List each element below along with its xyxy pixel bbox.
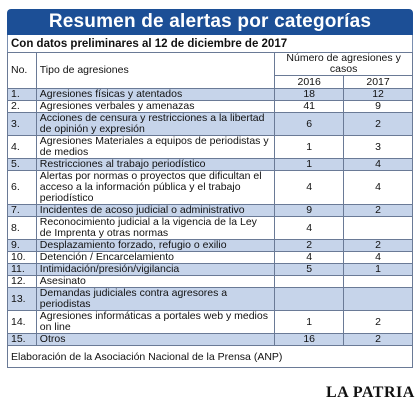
row-value-2016: 2	[275, 240, 344, 252]
table-row	[8, 217, 413, 240]
header-no: No.	[8, 53, 37, 89]
row-tipo: Agresiones verbales y amenazas	[36, 101, 274, 113]
row-value-2016	[275, 276, 344, 288]
row-tipo: Alertas por normas o proyectos que dificultan el acceso a la información pública y el trabajo periodístico	[36, 171, 274, 205]
row-no: 9.	[8, 240, 37, 252]
alerts-table	[7, 52, 413, 346]
row-tipo: Restricciones al trabajo periodístico	[36, 159, 274, 171]
row-no: 13.	[8, 288, 37, 311]
row-value-2016: 18	[275, 89, 344, 101]
row-value-2017: 2	[344, 311, 413, 334]
row-value-2017: 4	[344, 252, 413, 264]
row-value-2016: 9	[275, 205, 344, 217]
row-value-2016: 4	[275, 171, 344, 205]
table-row	[8, 136, 413, 159]
row-value-2017: 2	[344, 334, 413, 346]
row-tipo: Incidentes de acoso judicial o administrativo	[36, 205, 274, 217]
row-value-2017: 12	[344, 89, 413, 101]
row-no: 11.	[8, 264, 37, 276]
table-row	[8, 264, 413, 276]
row-value-2016: 1	[275, 159, 344, 171]
table-row	[8, 101, 413, 113]
row-value-2016: 6	[275, 113, 344, 136]
row-value-2017: 3	[344, 136, 413, 159]
row-value-2017: 4	[344, 159, 413, 171]
row-value-2017	[344, 217, 413, 240]
row-no: 1.	[8, 89, 37, 101]
row-no: 8.	[8, 217, 37, 240]
table-row	[8, 288, 413, 311]
header-numero: Número de agresiones y casos	[275, 53, 413, 76]
row-no: 2.	[8, 101, 37, 113]
brand-logo: LA PATRIA	[326, 384, 415, 401]
row-value-2016: 1	[275, 311, 344, 334]
row-tipo: Agresiones físicas y atentados	[36, 89, 274, 101]
row-value-2017: 4	[344, 171, 413, 205]
row-tipo: Asesinato	[36, 276, 274, 288]
table-body	[8, 89, 413, 346]
row-value-2016: 41	[275, 101, 344, 113]
row-value-2017	[344, 276, 413, 288]
header-tipo: Tipo de agresiones	[36, 53, 274, 89]
row-no: 5.	[8, 159, 37, 171]
row-value-2017: 2	[344, 240, 413, 252]
alerts-summary-panel	[7, 9, 413, 368]
row-no: 3.	[8, 113, 37, 136]
header-2016: 2016	[275, 76, 344, 89]
row-value-2017: 9	[344, 101, 413, 113]
table-row	[8, 252, 413, 264]
row-tipo: Acciones de censura y restricciones a la libertad de opinión y expresión	[36, 113, 274, 136]
table-row	[8, 240, 413, 252]
header-2017: 2017	[344, 76, 413, 89]
row-no: 12.	[8, 276, 37, 288]
row-no: 15.	[8, 334, 37, 346]
row-tipo: Agresiones informáticas a portales web y medios on line	[36, 311, 274, 334]
row-value-2016: 4	[275, 252, 344, 264]
row-tipo: Desplazamiento forzado, refugio o exilio	[36, 240, 274, 252]
row-value-2016: 16	[275, 334, 344, 346]
row-value-2016	[275, 288, 344, 311]
row-value-2016: 5	[275, 264, 344, 276]
table-row	[8, 89, 413, 101]
table-row	[8, 205, 413, 217]
row-tipo: Demandas judiciales contra agresores a periodistas	[36, 288, 274, 311]
row-value-2017: 2	[344, 205, 413, 217]
row-no: 4.	[8, 136, 37, 159]
row-tipo: Reconocimiento judicial a la vigencia de la Ley de Imprenta y otras normas	[36, 217, 274, 240]
table-row	[8, 276, 413, 288]
row-value-2017	[344, 288, 413, 311]
table-subtitle: Con datos preliminares al 12 de diciembre de 2017	[7, 35, 413, 52]
row-tipo: Intimidación/presión/vigilancia	[36, 264, 274, 276]
row-value-2016: 4	[275, 217, 344, 240]
row-no: 14.	[8, 311, 37, 334]
row-value-2016: 1	[275, 136, 344, 159]
source-note: Elaboración de la Asociación Nacional de la Prensa (ANP)	[7, 346, 413, 368]
row-no: 6.	[8, 171, 37, 205]
row-value-2017: 2	[344, 113, 413, 136]
table-row	[8, 334, 413, 346]
row-tipo: Agresiones Materiales a equipos de periodistas y de medios	[36, 136, 274, 159]
table-row	[8, 113, 413, 136]
table-row	[8, 159, 413, 171]
row-no: 10.	[8, 252, 37, 264]
table-title: Resumen de alertas por categorías	[7, 9, 413, 35]
row-tipo: Otros	[36, 334, 274, 346]
row-value-2017: 1	[344, 264, 413, 276]
table-row	[8, 311, 413, 334]
row-no: 7.	[8, 205, 37, 217]
row-tipo: Detención / Encarcelamiento	[36, 252, 274, 264]
table-row	[8, 171, 413, 205]
